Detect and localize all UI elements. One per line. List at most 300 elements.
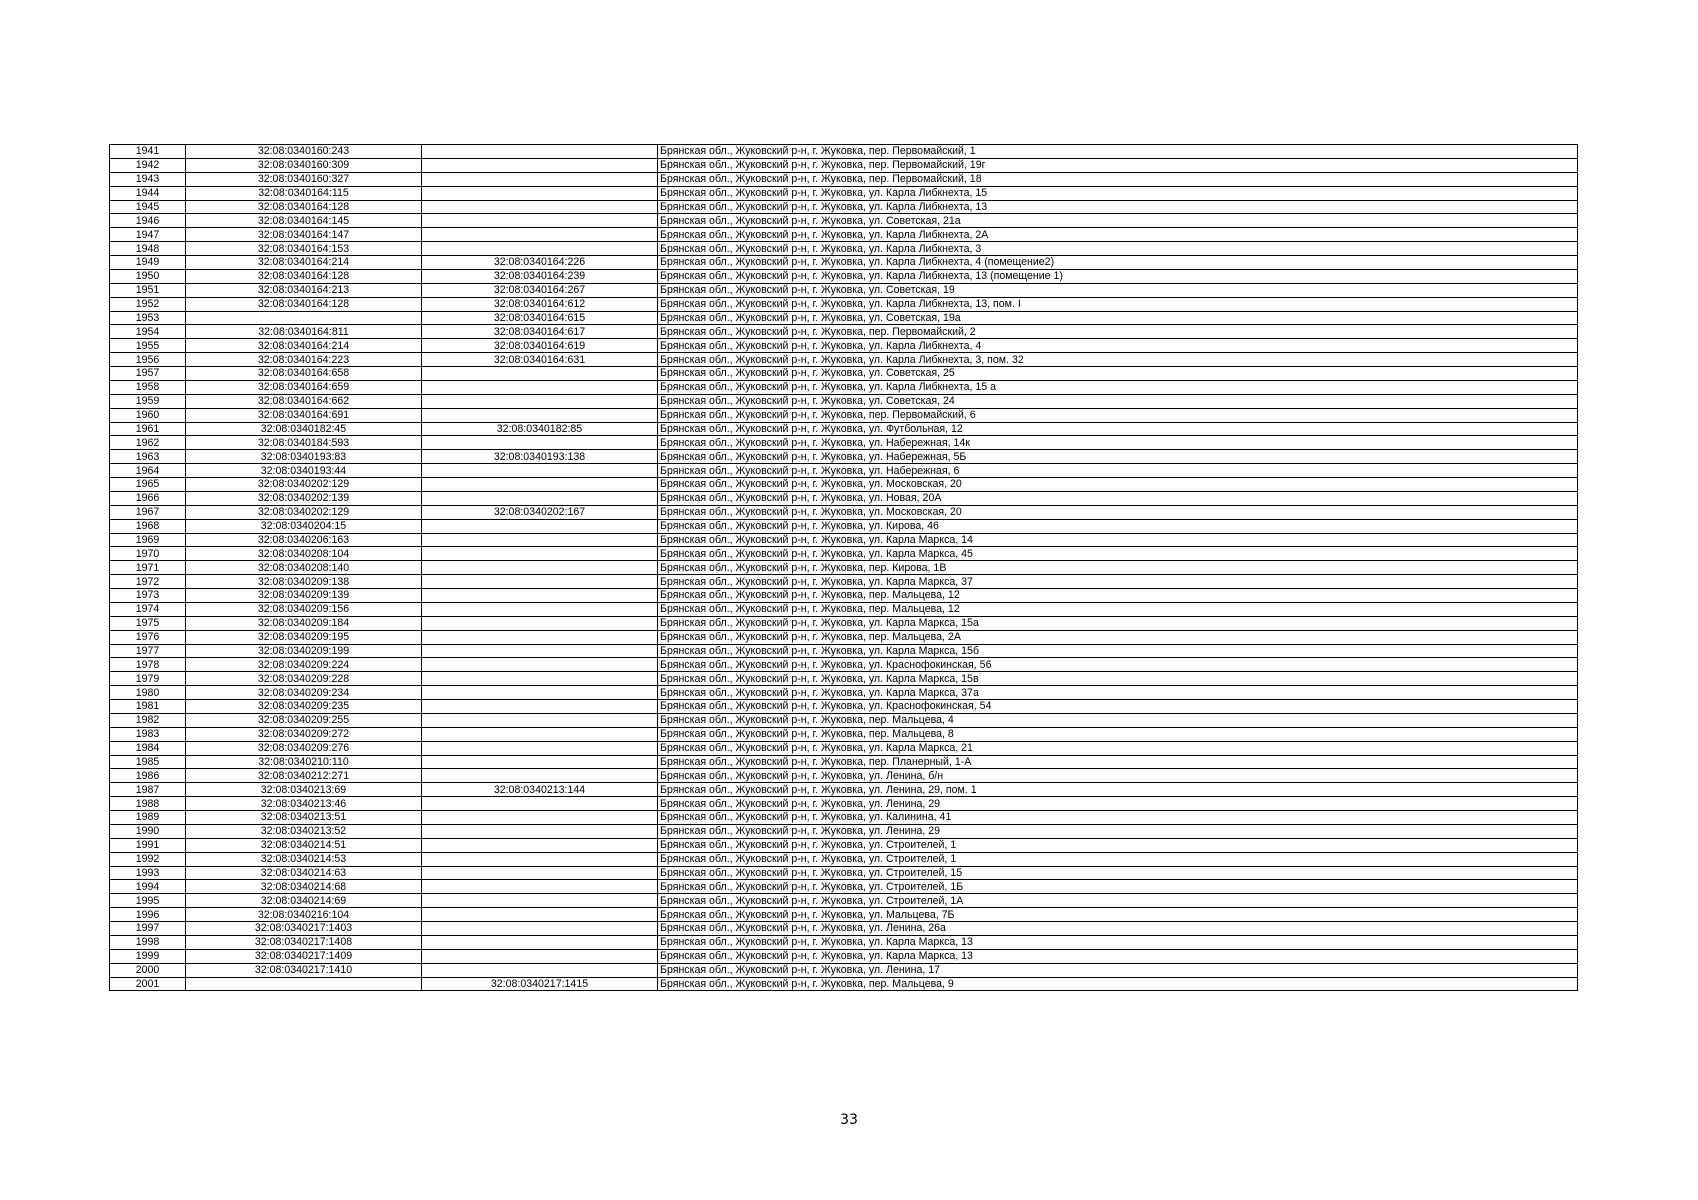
address-cell: Брянская обл., Жуковский р-н, г. Жуковка, пер. Первомайский, 1	[658, 145, 1578, 159]
related-cadastral-number-cell	[422, 575, 658, 589]
related-cadastral-number-cell: 32:08:0340182:85	[422, 422, 658, 436]
row-number-cell: 1982	[110, 713, 186, 727]
related-cadastral-number-cell	[422, 727, 658, 741]
related-cadastral-number-cell	[422, 533, 658, 547]
row-number-cell: 1998	[110, 935, 186, 949]
row-number-cell: 1974	[110, 602, 186, 616]
cadastral-number-cell: 32:08:0340216:104	[186, 908, 422, 922]
address-cell: Брянская обл., Жуковский р-н, г. Жуковка, ул. Ленина, 29	[658, 797, 1578, 811]
cadastral-number-cell: 32:08:0340213:46	[186, 797, 422, 811]
cadastral-number-cell: 32:08:0340209:276	[186, 741, 422, 755]
address-cell: Брянская обл., Жуковский р-н, г. Жуковка, пер. Мальцева, 2А	[658, 630, 1578, 644]
address-cell: Брянская обл., Жуковский р-н, г. Жуковка, ул. Набережная, 5Б	[658, 450, 1578, 464]
table-row	[110, 242, 1578, 256]
related-cadastral-number-cell	[422, 686, 658, 700]
table-row	[110, 880, 1578, 894]
row-number-cell: 1972	[110, 575, 186, 589]
address-cell: Брянская обл., Жуковский р-н, г. Жуковка, ул. Карла Либкнехта, 15	[658, 186, 1578, 200]
row-number-cell: 1963	[110, 450, 186, 464]
table-row	[110, 755, 1578, 769]
table-row	[110, 658, 1578, 672]
cadastral-number-cell: 32:08:0340213:51	[186, 811, 422, 825]
cadastral-number-cell: 32:08:0340210:110	[186, 755, 422, 769]
table-row	[110, 741, 1578, 755]
related-cadastral-number-cell	[422, 894, 658, 908]
related-cadastral-number-cell	[422, 394, 658, 408]
table-row	[110, 630, 1578, 644]
cadastral-number-cell: 32:08:0340164:213	[186, 283, 422, 297]
cadastral-number-cell: 32:08:0340164:115	[186, 186, 422, 200]
table-row	[110, 214, 1578, 228]
table-row	[110, 394, 1578, 408]
row-number-cell: 2000	[110, 963, 186, 977]
cadastral-number-cell: 32:08:0340164:145	[186, 214, 422, 228]
related-cadastral-number-cell	[422, 408, 658, 422]
row-number-cell: 1994	[110, 880, 186, 894]
address-cell: Брянская обл., Жуковский р-н, г. Жуковка, ул. Карла Маркса, 14	[658, 533, 1578, 547]
cadastral-number-cell: 32:08:0340209:235	[186, 700, 422, 714]
row-number-cell: 1989	[110, 811, 186, 825]
table-row	[110, 963, 1578, 977]
address-cell: Брянская обл., Жуковский р-н, г. Жуковка, пер. Мальцева, 9	[658, 977, 1578, 991]
address-cell: Брянская обл., Жуковский р-н, г. Жуковка, пер. Первомайский, 2	[658, 325, 1578, 339]
address-cell: Брянская обл., Жуковский р-н, г. Жуковка, ул. Строителей, 15	[658, 866, 1578, 880]
table-row	[110, 325, 1578, 339]
address-cell: Брянская обл., Жуковский р-н, г. Жуковка, ул. Ленина, 29	[658, 824, 1578, 838]
row-number-cell: 1985	[110, 755, 186, 769]
address-cell: Брянская обл., Жуковский р-н, г. Жуковка, ул. Набережная, 6	[658, 464, 1578, 478]
table-row	[110, 602, 1578, 616]
address-cell: Брянская обл., Жуковский р-н, г. Жуковка, пер. Мальцева, 12	[658, 602, 1578, 616]
table-row	[110, 713, 1578, 727]
related-cadastral-number-cell: 32:08:0340164:615	[422, 311, 658, 325]
table-row	[110, 491, 1578, 505]
cadastral-number-cell: 32:08:0340193:44	[186, 464, 422, 478]
address-cell: Брянская обл., Жуковский р-н, г. Жуковка, ул. Строителей, 1	[658, 838, 1578, 852]
cadastral-number-cell: 32:08:0340202:129	[186, 505, 422, 519]
row-number-cell: 1997	[110, 922, 186, 936]
address-cell: Брянская обл., Жуковский р-н, г. Жуковка, ул. Советская, 19	[658, 283, 1578, 297]
table-row	[110, 422, 1578, 436]
related-cadastral-number-cell	[422, 644, 658, 658]
table-row	[110, 505, 1578, 519]
table-row	[110, 158, 1578, 172]
cadastral-number-cell: 32:08:0340164:658	[186, 367, 422, 381]
row-number-cell: 1984	[110, 741, 186, 755]
related-cadastral-number-cell	[422, 464, 658, 478]
table-row	[110, 949, 1578, 963]
row-number-cell: 2001	[110, 977, 186, 991]
row-number-cell: 1948	[110, 242, 186, 256]
cadastral-number-cell: 32:08:0340209:184	[186, 616, 422, 630]
table-row	[110, 269, 1578, 283]
cadastral-number-cell	[186, 977, 422, 991]
address-cell: Брянская обл., Жуковский р-н, г. Жуковка, ул. Карла Маркса, 37	[658, 575, 1578, 589]
related-cadastral-number-cell	[422, 630, 658, 644]
row-number-cell: 1968	[110, 519, 186, 533]
row-number-cell: 1971	[110, 561, 186, 575]
related-cadastral-number-cell	[422, 811, 658, 825]
address-cell: Брянская обл., Жуковский р-н, г. Жуковка, пер. Мальцева, 4	[658, 713, 1578, 727]
table-row	[110, 408, 1578, 422]
related-cadastral-number-cell	[422, 838, 658, 852]
cadastral-number-cell: 32:08:0340217:1403	[186, 922, 422, 936]
related-cadastral-number-cell: 32:08:0340164:619	[422, 339, 658, 353]
row-number-cell: 1977	[110, 644, 186, 658]
row-number-cell: 1975	[110, 616, 186, 630]
row-number-cell: 1962	[110, 436, 186, 450]
related-cadastral-number-cell: 32:08:0340217:1415	[422, 977, 658, 991]
related-cadastral-number-cell	[422, 367, 658, 381]
row-number-cell: 1967	[110, 505, 186, 519]
related-cadastral-number-cell: 32:08:0340164:617	[422, 325, 658, 339]
related-cadastral-number-cell	[422, 547, 658, 561]
address-cell: Брянская обл., Жуковский р-н, г. Жуковка, пер. Первомайский, 6	[658, 408, 1578, 422]
row-number-cell: 1960	[110, 408, 186, 422]
cadastral-number-cell: 32:08:0340217:1410	[186, 963, 422, 977]
cadastral-number-cell: 32:08:0340164:811	[186, 325, 422, 339]
address-cell: Брянская обл., Жуковский р-н, г. Жуковка, ул. Ленина, 29, пом. 1	[658, 783, 1578, 797]
related-cadastral-number-cell	[422, 741, 658, 755]
table-row	[110, 811, 1578, 825]
table-row	[110, 727, 1578, 741]
address-cell: Брянская обл., Жуковский р-н, г. Жуковка, ул. Строителей, 1	[658, 852, 1578, 866]
address-cell: Брянская обл., Жуковский р-н, г. Жуковка, ул. Футбольная, 12	[658, 422, 1578, 436]
related-cadastral-number-cell: 32:08:0340164:239	[422, 269, 658, 283]
address-cell: Брянская обл., Жуковский р-н, г. Жуковка, ул. Карла Либкнехта, 2А	[658, 228, 1578, 242]
table-row	[110, 256, 1578, 270]
table-row	[110, 866, 1578, 880]
cadastral-number-cell: 32:08:0340164:153	[186, 242, 422, 256]
row-number-cell: 1981	[110, 700, 186, 714]
table-row	[110, 283, 1578, 297]
cadastral-number-cell: 32:08:0340164:214	[186, 256, 422, 270]
related-cadastral-number-cell	[422, 186, 658, 200]
table-row	[110, 797, 1578, 811]
table-row	[110, 367, 1578, 381]
row-number-cell: 1950	[110, 269, 186, 283]
address-cell: Брянская обл., Жуковский р-н, г. Жуковка, ул. Набережная, 14к	[658, 436, 1578, 450]
table-row	[110, 575, 1578, 589]
table-row	[110, 464, 1578, 478]
related-cadastral-number-cell	[422, 214, 658, 228]
address-cell: Брянская обл., Жуковский р-н, г. Жуковка, ул. Карла Маркса, 13	[658, 949, 1578, 963]
cadastral-number-cell: 32:08:0340214:51	[186, 838, 422, 852]
cadastral-number-cell: 32:08:0340217:1409	[186, 949, 422, 963]
related-cadastral-number-cell	[422, 755, 658, 769]
cadastral-number-cell: 32:08:0340214:68	[186, 880, 422, 894]
related-cadastral-number-cell	[422, 824, 658, 838]
related-cadastral-number-cell	[422, 658, 658, 672]
address-cell: Брянская обл., Жуковский р-н, г. Жуковка, ул. Карла Маркса, 15в	[658, 672, 1578, 686]
address-cell: Брянская обл., Жуковский р-н, г. Жуковка, пер. Кирова, 1В	[658, 561, 1578, 575]
cadastral-number-cell: 32:08:0340164:662	[186, 394, 422, 408]
row-number-cell: 1956	[110, 353, 186, 367]
address-cell: Брянская обл., Жуковский р-н, г. Жуковка, ул. Ленина, б/н	[658, 769, 1578, 783]
related-cadastral-number-cell	[422, 491, 658, 505]
table-row	[110, 894, 1578, 908]
related-cadastral-number-cell	[422, 519, 658, 533]
table-row	[110, 644, 1578, 658]
cadastral-number-cell: 32:08:0340164:128	[186, 269, 422, 283]
cadastral-number-cell: 32:08:0340209:195	[186, 630, 422, 644]
address-cell: Брянская обл., Жуковский р-н, г. Жуковка, пер. Мальцева, 8	[658, 727, 1578, 741]
cadastral-number-cell: 32:08:0340202:139	[186, 491, 422, 505]
cadastral-number-cell: 32:08:0340214:69	[186, 894, 422, 908]
table-row	[110, 519, 1578, 533]
address-cell: Брянская обл., Жуковский р-н, г. Жуковка, ул. Строителей, 1А	[658, 894, 1578, 908]
cadastral-number-cell: 32:08:0340164:128	[186, 297, 422, 311]
row-number-cell: 1965	[110, 478, 186, 492]
cadastral-number-cell: 32:08:0340213:52	[186, 824, 422, 838]
related-cadastral-number-cell	[422, 380, 658, 394]
related-cadastral-number-cell: 32:08:0340202:167	[422, 505, 658, 519]
table-row	[110, 589, 1578, 603]
address-cell: Брянская обл., Жуковский р-н, г. Жуковка, ул. Мальцева, 7Б	[658, 908, 1578, 922]
address-cell: Брянская обл., Жуковский р-н, г. Жуковка, ул. Карла Либкнехта, 4 (помещение2)	[658, 256, 1578, 270]
row-number-cell: 1978	[110, 658, 186, 672]
related-cadastral-number-cell: 32:08:0340164:226	[422, 256, 658, 270]
address-cell: Брянская обл., Жуковский р-н, г. Жуковка, ул. Ленина, 26а	[658, 922, 1578, 936]
table-row	[110, 922, 1578, 936]
cadastral-number-cell: 32:08:0340208:140	[186, 561, 422, 575]
related-cadastral-number-cell	[422, 672, 658, 686]
related-cadastral-number-cell	[422, 908, 658, 922]
row-number-cell: 1949	[110, 256, 186, 270]
related-cadastral-number-cell: 32:08:0340164:267	[422, 283, 658, 297]
table-row	[110, 145, 1578, 159]
address-cell: Брянская обл., Жуковский р-н, г. Жуковка, ул. Краснофокинская, 56	[658, 658, 1578, 672]
table-row	[110, 561, 1578, 575]
row-number-cell: 1952	[110, 297, 186, 311]
address-cell: Брянская обл., Жуковский р-н, г. Жуковка, ул. Карла Либкнехта, 13 (помещение 1)	[658, 269, 1578, 283]
table-row	[110, 908, 1578, 922]
address-cell: Брянская обл., Жуковский р-н, г. Жуковка, ул. Ленина, 17	[658, 963, 1578, 977]
cadastral-number-cell: 32:08:0340160:309	[186, 158, 422, 172]
address-cell: Брянская обл., Жуковский р-н, г. Жуковка, ул. Калинина, 41	[658, 811, 1578, 825]
row-number-cell: 1996	[110, 908, 186, 922]
row-number-cell: 1953	[110, 311, 186, 325]
address-cell: Брянская обл., Жуковский р-н, г. Жуковка, ул. Кирова, 46	[658, 519, 1578, 533]
table-row	[110, 616, 1578, 630]
cadastral-number-cell: 32:08:0340209:228	[186, 672, 422, 686]
row-number-cell: 1942	[110, 158, 186, 172]
table-row	[110, 686, 1578, 700]
address-cell: Брянская обл., Жуковский р-н, г. Жуковка, ул. Московская, 20	[658, 478, 1578, 492]
related-cadastral-number-cell: 32:08:0340193:138	[422, 450, 658, 464]
related-cadastral-number-cell	[422, 436, 658, 450]
related-cadastral-number-cell	[422, 228, 658, 242]
related-cadastral-number-cell	[422, 880, 658, 894]
table-row	[110, 339, 1578, 353]
address-cell: Брянская обл., Жуковский р-н, г. Жуковка, пер. Первомайский, 18	[658, 172, 1578, 186]
table-row	[110, 228, 1578, 242]
row-number-cell: 1988	[110, 797, 186, 811]
related-cadastral-number-cell	[422, 242, 658, 256]
row-number-cell: 1986	[110, 769, 186, 783]
related-cadastral-number-cell	[422, 589, 658, 603]
row-number-cell: 1941	[110, 145, 186, 159]
address-cell: Брянская обл., Жуковский р-н, г. Жуковка, ул. Карла Либкнехта, 15 а	[658, 380, 1578, 394]
cadastral-number-cell: 32:08:0340212:271	[186, 769, 422, 783]
register-table	[109, 144, 1578, 991]
address-cell: Брянская обл., Жуковский р-н, г. Жуковка, ул. Карла Маркса, 45	[658, 547, 1578, 561]
row-number-cell: 1966	[110, 491, 186, 505]
table-row	[110, 838, 1578, 852]
cadastral-number-cell: 32:08:0340208:104	[186, 547, 422, 561]
row-number-cell: 1961	[110, 422, 186, 436]
cadastral-number-cell: 32:08:0340164:691	[186, 408, 422, 422]
row-number-cell: 1992	[110, 852, 186, 866]
row-number-cell: 1944	[110, 186, 186, 200]
related-cadastral-number-cell	[422, 949, 658, 963]
address-cell: Брянская обл., Жуковский р-н, г. Жуковка, пер. Мальцева, 12	[658, 589, 1578, 603]
table-row	[110, 172, 1578, 186]
table-row	[110, 533, 1578, 547]
address-cell: Брянская обл., Жуковский р-н, г. Жуковка, ул. Карла Маркса, 15б	[658, 644, 1578, 658]
table-row	[110, 311, 1578, 325]
row-number-cell: 1943	[110, 172, 186, 186]
table-row	[110, 977, 1578, 991]
cadastral-number-cell: 32:08:0340214:53	[186, 852, 422, 866]
related-cadastral-number-cell	[422, 866, 658, 880]
table-row	[110, 380, 1578, 394]
table-row	[110, 186, 1578, 200]
cadastral-number-cell: 32:08:0340209:234	[186, 686, 422, 700]
row-number-cell: 1990	[110, 824, 186, 838]
address-cell: Брянская обл., Жуковский р-н, г. Жуковка, пер. Планерный, 1-А	[658, 755, 1578, 769]
cadastral-number-cell: 32:08:0340209:224	[186, 658, 422, 672]
table-row	[110, 700, 1578, 714]
table-row	[110, 450, 1578, 464]
row-number-cell: 1955	[110, 339, 186, 353]
table-row	[110, 353, 1578, 367]
row-number-cell: 1980	[110, 686, 186, 700]
address-cell: Брянская обл., Жуковский р-н, г. Жуковка, ул. Московская, 20	[658, 505, 1578, 519]
table-row	[110, 672, 1578, 686]
cadastral-number-cell: 32:08:0340182:45	[186, 422, 422, 436]
related-cadastral-number-cell	[422, 200, 658, 214]
address-cell: Брянская обл., Жуковский р-н, г. Жуковка, ул. Краснофокинская, 54	[658, 700, 1578, 714]
cadastral-number-cell: 32:08:0340213:69	[186, 783, 422, 797]
row-number-cell: 1958	[110, 380, 186, 394]
related-cadastral-number-cell	[422, 922, 658, 936]
cadastral-number-cell: 32:08:0340206:163	[186, 533, 422, 547]
cadastral-number-cell: 32:08:0340209:272	[186, 727, 422, 741]
related-cadastral-number-cell	[422, 478, 658, 492]
address-cell: Брянская обл., Жуковский р-н, г. Жуковка, ул. Советская, 25	[658, 367, 1578, 381]
table-row	[110, 436, 1578, 450]
row-number-cell: 1983	[110, 727, 186, 741]
related-cadastral-number-cell	[422, 852, 658, 866]
related-cadastral-number-cell	[422, 602, 658, 616]
page-number: 33	[840, 1112, 858, 1128]
row-number-cell: 1945	[110, 200, 186, 214]
cadastral-number-cell: 32:08:0340164:147	[186, 228, 422, 242]
related-cadastral-number-cell	[422, 797, 658, 811]
row-number-cell: 1954	[110, 325, 186, 339]
address-cell: Брянская обл., Жуковский р-н, г. Жуковка, ул. Карла Маркса, 15а	[658, 616, 1578, 630]
row-number-cell: 1951	[110, 283, 186, 297]
row-number-cell: 1964	[110, 464, 186, 478]
row-number-cell: 1969	[110, 533, 186, 547]
table-row	[110, 547, 1578, 561]
address-cell: Брянская обл., Жуковский р-н, г. Жуковка, ул. Новая, 20А	[658, 491, 1578, 505]
cadastral-number-cell: 32:08:0340209:255	[186, 713, 422, 727]
cadastral-number-cell: 32:08:0340193:83	[186, 450, 422, 464]
related-cadastral-number-cell	[422, 769, 658, 783]
table-row	[110, 769, 1578, 783]
cadastral-number-cell	[186, 311, 422, 325]
cadastral-number-cell: 32:08:0340164:659	[186, 380, 422, 394]
row-number-cell: 1946	[110, 214, 186, 228]
cadastral-number-cell: 32:08:0340209:138	[186, 575, 422, 589]
cadastral-number-cell: 32:08:0340214:63	[186, 866, 422, 880]
cadastral-number-cell: 32:08:0340160:327	[186, 172, 422, 186]
cadastral-number-cell: 32:08:0340164:128	[186, 200, 422, 214]
address-cell: Брянская обл., Жуковский р-н, г. Жуковка, ул. Карла Либкнехта, 13, пом. I	[658, 297, 1578, 311]
row-number-cell: 1976	[110, 630, 186, 644]
cadastral-number-cell: 32:08:0340184:593	[186, 436, 422, 450]
related-cadastral-number-cell	[422, 561, 658, 575]
related-cadastral-number-cell	[422, 963, 658, 977]
address-cell: Брянская обл., Жуковский р-н, г. Жуковка, ул. Карла Либкнехта, 13	[658, 200, 1578, 214]
address-cell: Брянская обл., Жуковский р-н, г. Жуковка, ул. Карла Маркса, 37а	[658, 686, 1578, 700]
table-row	[110, 852, 1578, 866]
row-number-cell: 1957	[110, 367, 186, 381]
related-cadastral-number-cell	[422, 713, 658, 727]
table-row	[110, 478, 1578, 492]
address-cell: Брянская обл., Жуковский р-н, г. Жуковка, ул. Советская, 21а	[658, 214, 1578, 228]
cadastral-number-cell: 32:08:0340164:223	[186, 353, 422, 367]
row-number-cell: 1995	[110, 894, 186, 908]
row-number-cell: 1991	[110, 838, 186, 852]
cadastral-number-cell: 32:08:0340209:139	[186, 589, 422, 603]
row-number-cell: 1993	[110, 866, 186, 880]
table-row	[110, 297, 1578, 311]
row-number-cell: 1987	[110, 783, 186, 797]
row-number-cell: 1947	[110, 228, 186, 242]
address-cell: Брянская обл., Жуковский р-н, г. Жуковка, ул. Строителей, 1Б	[658, 880, 1578, 894]
cadastral-number-cell: 32:08:0340209:199	[186, 644, 422, 658]
row-number-cell: 1999	[110, 949, 186, 963]
row-number-cell: 1973	[110, 589, 186, 603]
address-cell: Брянская обл., Жуковский р-н, г. Жуковка, ул. Карла Маркса, 21	[658, 741, 1578, 755]
row-number-cell: 1959	[110, 394, 186, 408]
table-row	[110, 783, 1578, 797]
address-cell: Брянская обл., Жуковский р-н, г. Жуковка, ул. Карла Либкнехта, 3	[658, 242, 1578, 256]
related-cadastral-number-cell	[422, 145, 658, 159]
address-cell: Брянская обл., Жуковский р-н, г. Жуковка, ул. Карла Либкнехта, 3, пом. 32	[658, 353, 1578, 367]
related-cadastral-number-cell: 32:08:0340164:612	[422, 297, 658, 311]
cadastral-number-cell: 32:08:0340164:214	[186, 339, 422, 353]
table-row	[110, 200, 1578, 214]
register-table-body	[110, 145, 1578, 991]
related-cadastral-number-cell: 32:08:0340213:144	[422, 783, 658, 797]
cadastral-number-cell: 32:08:0340217:1408	[186, 935, 422, 949]
related-cadastral-number-cell	[422, 700, 658, 714]
cadastral-number-cell: 32:08:0340204:15	[186, 519, 422, 533]
cadastral-number-cell: 32:08:0340209:156	[186, 602, 422, 616]
cadastral-number-cell: 32:08:0340202:129	[186, 478, 422, 492]
related-cadastral-number-cell	[422, 158, 658, 172]
row-number-cell: 1970	[110, 547, 186, 561]
related-cadastral-number-cell	[422, 935, 658, 949]
table-row	[110, 935, 1578, 949]
address-cell: Брянская обл., Жуковский р-н, г. Жуковка, ул. Советская, 19а	[658, 311, 1578, 325]
address-cell: Брянская обл., Жуковский р-н, г. Жуковка, ул. Карла Либкнехта, 4	[658, 339, 1578, 353]
related-cadastral-number-cell: 32:08:0340164:631	[422, 353, 658, 367]
